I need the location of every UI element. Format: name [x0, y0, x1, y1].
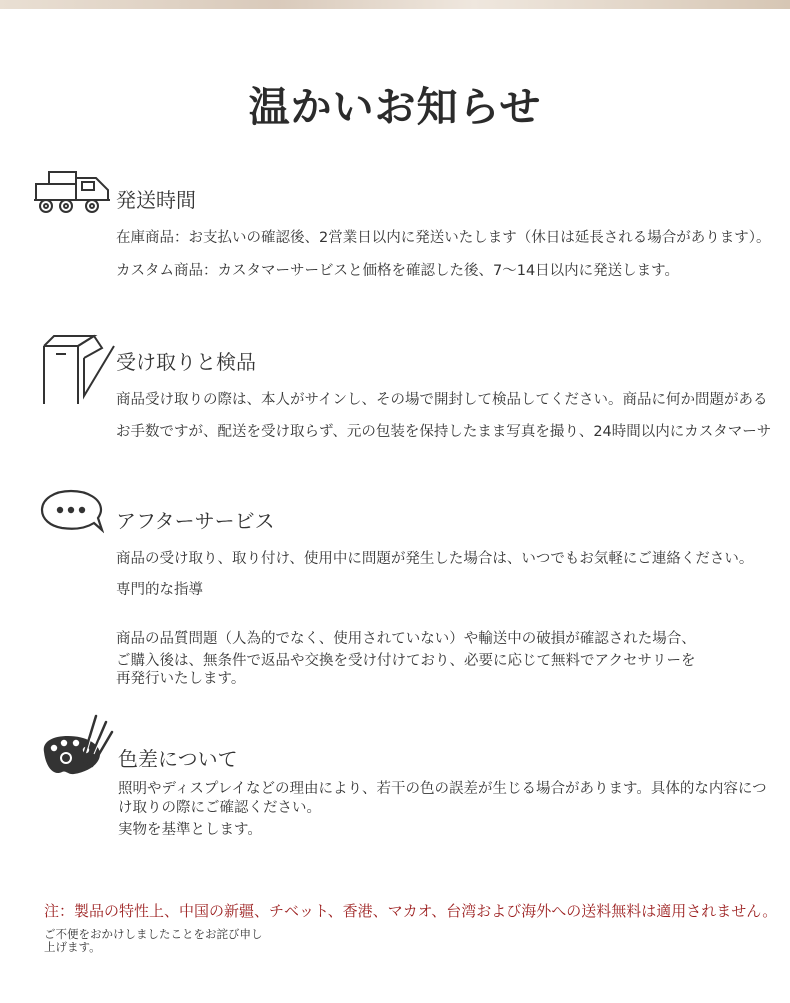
section-title-after-sales: アフターサービス: [116, 509, 275, 533]
box-icon: [40, 334, 116, 406]
truck-icon: [34, 170, 114, 216]
after-sales-return-text: ご購入後は、無条件で返品や交換を受け付けており、必要に応じて無料でアクセサリーを再発行いたします。: [116, 653, 696, 687]
receiving-inspect-text: 商品受け取りの際は、本人がサインし、その場で開封して検品してください。商品に何か問題がある: [116, 392, 768, 408]
page-title: 温かいお知らせ: [248, 83, 542, 131]
top-image-strip: [0, 0, 790, 9]
after-sales-contact-text: 商品の受け取り、取り付け、使用中に問題が発生した場合は、いつでもお気軽にご連絡ください。: [116, 551, 754, 567]
color-difference-standard-text: 実物を基準とします。: [118, 822, 262, 838]
shipping-stock-text: 在庫商品：お支払いの確認後、2営業日以内に発送いたします（休日は延長される場合があります）。: [116, 230, 771, 246]
shipping-custom-text: カスタム商品：カスタマーサービスと価格を確認した後、7〜14日以内に発送します。: [116, 263, 680, 279]
section-title-color-difference: 色差について: [118, 747, 238, 771]
section-title-shipping: 発送時間: [116, 188, 196, 212]
shipping-exclusion-note: 注：製品の特性上、中国の新疆、チベット、香港、マカオ、台湾および海外への送料無料は適用されません。: [44, 902, 778, 920]
receiving-refuse-text: お手数ですが、配送を受け取らず、元の包装を保持したまま写真を撮り、24時間以内にカスタマーサ: [116, 424, 772, 440]
paint-palette-icon: [40, 712, 116, 780]
color-difference-confirm-text: け取りの際にご確認ください。: [118, 800, 321, 816]
section-title-receiving: 受け取りと検品: [116, 350, 256, 374]
color-difference-reason-text: 照明やディスプレイなどの理由により、若干の色の誤差が生じる場合があります。具体的な内容につ: [118, 781, 767, 797]
after-sales-guidance-text: 専門的な指導: [116, 582, 203, 598]
chat-bubble-icon: [40, 488, 104, 536]
apology-note: ご不便をおかけしましたことをお詫び申し上げます。: [44, 927, 263, 954]
after-sales-quality-text: 商品の品質問題（人為的でなく、使用されていない）や輸送中の破損が確認された場合、: [116, 631, 696, 647]
